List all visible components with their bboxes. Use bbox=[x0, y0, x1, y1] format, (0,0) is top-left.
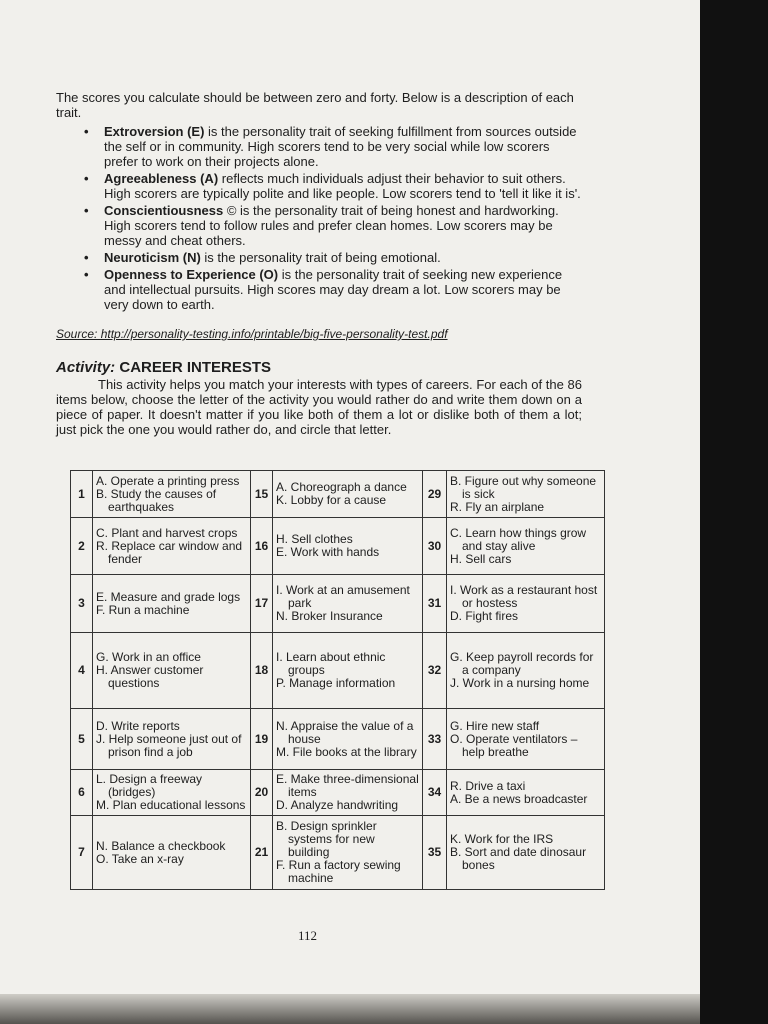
activity-option[interactable]: N. Broker Insurance bbox=[276, 609, 383, 623]
item-number: 17 bbox=[251, 575, 273, 633]
item-number: 35 bbox=[423, 816, 447, 890]
intro-paragraph: The scores you calculate should be between zero and forty. Below is a description of each trait. bbox=[56, 90, 574, 120]
table-row bbox=[71, 770, 605, 816]
activity-heading bbox=[56, 360, 582, 375]
activity-option[interactable]: H. Answer customer questions bbox=[96, 663, 204, 690]
activity-option[interactable]: O. Operate ventilators – help breathe bbox=[450, 731, 578, 759]
activity-option[interactable]: G. Work in an office bbox=[96, 650, 201, 664]
item-number: 34 bbox=[423, 770, 447, 816]
item-number: 7 bbox=[71, 816, 93, 890]
activity-option[interactable]: A. Operate a printing press bbox=[96, 473, 240, 488]
item-number: 19 bbox=[251, 709, 273, 770]
item-options bbox=[447, 816, 605, 890]
item-options bbox=[93, 633, 251, 709]
activity-option[interactable]: D. Analyze handwriting bbox=[276, 798, 399, 812]
item-number: 6 bbox=[71, 770, 93, 816]
activity-option[interactable]: R. Drive a taxi bbox=[450, 778, 526, 793]
scan-dark-edge bbox=[700, 0, 768, 1024]
item-options bbox=[273, 770, 423, 816]
activity-option[interactable]: C. Learn how things grow and stay alive bbox=[450, 525, 587, 553]
item-options bbox=[273, 518, 423, 575]
trait-item bbox=[104, 171, 582, 201]
item-number: 32 bbox=[423, 633, 447, 709]
activity-option[interactable]: G. Hire new staff bbox=[450, 718, 540, 733]
item-number: 3 bbox=[71, 575, 93, 633]
activity-option[interactable]: O. Take an x-ray bbox=[96, 851, 184, 866]
trait-description: © is the personality trait of being honest and hardworking. High scorers tend to follow rules and prefer clean homes. Low scorers may be messy and cheat others. bbox=[104, 203, 559, 248]
activity-option[interactable]: N. Balance a checkbook bbox=[96, 838, 226, 853]
activity-option[interactable]: B. Design sprinkler systems for new building bbox=[276, 819, 377, 859]
activity-option[interactable]: M. Plan educational lessons bbox=[96, 798, 246, 812]
activity-option[interactable]: R. Fly an airplane bbox=[450, 499, 545, 514]
item-options bbox=[447, 575, 605, 633]
activity-option[interactable]: K. Work for the IRS bbox=[450, 832, 554, 846]
trait-item bbox=[104, 250, 582, 265]
trait-term: Conscientiousness bbox=[104, 203, 224, 218]
activity-option[interactable]: J. Help someone just out of prison find a job bbox=[96, 731, 242, 759]
item-options bbox=[447, 770, 605, 816]
item-options bbox=[273, 816, 423, 890]
activity-option[interactable]: D. Fight fires bbox=[450, 609, 519, 623]
trait-term: Extroversion (E) bbox=[104, 124, 205, 139]
activity-option[interactable]: K. Lobby for a cause bbox=[276, 493, 387, 507]
item-number: 21 bbox=[251, 816, 273, 890]
table-row bbox=[71, 471, 605, 518]
activity-option[interactable]: B. Sort and date dinosaur bones bbox=[450, 845, 587, 872]
item-options bbox=[447, 709, 605, 770]
item-number: 18 bbox=[251, 633, 273, 709]
item-number: 30 bbox=[423, 518, 447, 575]
item-options bbox=[93, 770, 251, 816]
activity-option[interactable]: E. Work with hands bbox=[276, 545, 380, 559]
activity-option[interactable]: E. Make three-dimensional items bbox=[276, 772, 419, 799]
activity-instructions: This activity helps you match your interests with types of careers. For each of the 86 items below, choose the letter of the activity you would rather do and write them down on a piece of paper. It doesn't matter if you like both of them a lot or dislike both of them a lot; just pick the one you would rather do, and circle that letter. bbox=[56, 377, 582, 437]
item-options bbox=[93, 518, 251, 575]
trait-list bbox=[56, 124, 582, 312]
table-row bbox=[71, 709, 605, 770]
activity-option[interactable]: J. Work in a nursing home bbox=[450, 676, 590, 690]
activity-option[interactable]: F. Run a machine bbox=[96, 602, 190, 617]
scan-bottom-edge bbox=[0, 994, 700, 1024]
activity-option[interactable]: C. Plant and harvest crops bbox=[96, 525, 238, 540]
activity-option[interactable]: F. Run a factory sewing machine bbox=[276, 858, 401, 885]
activity-title: CAREER INTERESTS bbox=[115, 359, 272, 376]
activity-option[interactable]: B. Figure out why someone is sick bbox=[450, 473, 597, 501]
page-number: 112 bbox=[298, 928, 318, 943]
activity-option[interactable]: R. Replace car window and fender bbox=[96, 538, 243, 566]
item-options bbox=[447, 518, 605, 575]
item-number: 16 bbox=[251, 518, 273, 575]
trait-term: Openness to Experience (O) bbox=[104, 267, 279, 282]
document-body bbox=[56, 90, 582, 437]
table-row bbox=[71, 633, 605, 709]
item-number: 29 bbox=[423, 471, 447, 518]
activity-option[interactable]: E. Measure and grade logs bbox=[96, 589, 241, 604]
activity-option[interactable]: H. Sell clothes bbox=[276, 532, 353, 546]
trait-item bbox=[104, 267, 582, 312]
table-row bbox=[71, 816, 605, 890]
activity-option[interactable]: A. Be a news broadcaster bbox=[450, 791, 588, 806]
item-number: 2 bbox=[71, 518, 93, 575]
item-options bbox=[93, 816, 251, 890]
activity-option[interactable]: G. Keep payroll records for a company bbox=[450, 650, 594, 677]
table-row bbox=[71, 575, 605, 633]
activity-option[interactable]: P. Manage information bbox=[276, 676, 396, 690]
trait-term: Neuroticism (N) bbox=[104, 250, 201, 265]
trait-description: reflects much individuals adjust their behavior to suit others. High scorers are typically polite and like people. Low scorers tend to 'tell it like it is'. bbox=[104, 171, 581, 201]
table-row bbox=[71, 518, 605, 575]
trait-term: Agreeableness (A) bbox=[104, 171, 219, 186]
item-options bbox=[93, 575, 251, 633]
item-number: 15 bbox=[251, 471, 273, 518]
trait-description: is the personality trait of seeking new experience and intellectual pursuits. High scores may day dream a lot. Low scorers may be very down to earth. bbox=[104, 267, 563, 312]
activity-option[interactable]: M. File books at the library bbox=[276, 744, 417, 759]
item-number: 33 bbox=[423, 709, 447, 770]
item-number: 5 bbox=[71, 709, 93, 770]
activity-option[interactable]: I. Work at an amusement park bbox=[276, 583, 410, 610]
activity-option[interactable]: A. Choreograph a dance bbox=[276, 480, 407, 494]
activity-option[interactable]: N. Appraise the value of a house bbox=[276, 718, 414, 746]
activity-option[interactable]: I. Work as a restaurant host or hostess bbox=[450, 583, 598, 610]
trait-description: is the personality trait of being emotional. bbox=[200, 250, 441, 265]
item-options bbox=[93, 471, 251, 518]
item-options bbox=[273, 471, 423, 518]
career-interest-table bbox=[70, 470, 605, 890]
item-options bbox=[273, 709, 423, 770]
item-options bbox=[447, 471, 605, 518]
activity-option[interactable]: H. Sell cars bbox=[450, 551, 512, 566]
trait-item bbox=[104, 203, 582, 248]
item-options bbox=[93, 709, 251, 770]
activity-option[interactable]: L. Design a freeway (bridges) bbox=[96, 772, 203, 799]
item-number: 31 bbox=[423, 575, 447, 633]
activity-option[interactable]: B. Study the causes of earthquakes bbox=[96, 486, 217, 514]
activity-lead: Activity: bbox=[56, 359, 116, 376]
item-options bbox=[273, 575, 423, 633]
item-number: 20 bbox=[251, 770, 273, 816]
source-link[interactable]: Source: http://personality-testing.info/printable/big-five-personality-test.pdf bbox=[56, 327, 448, 341]
item-number: 1 bbox=[71, 471, 93, 518]
item-options bbox=[447, 633, 605, 709]
item-options bbox=[273, 633, 423, 709]
activity-option[interactable]: I. Learn about ethnic groups bbox=[276, 650, 386, 677]
trait-item bbox=[104, 124, 582, 169]
activity-option[interactable]: D. Write reports bbox=[96, 718, 180, 733]
item-number: 4 bbox=[71, 633, 93, 709]
trait-description: is the personality trait of seeking fulfillment from sources outside the self or in community. High scorers tend to be very social while low scorers prefer to work on their projects alone. bbox=[104, 124, 577, 169]
